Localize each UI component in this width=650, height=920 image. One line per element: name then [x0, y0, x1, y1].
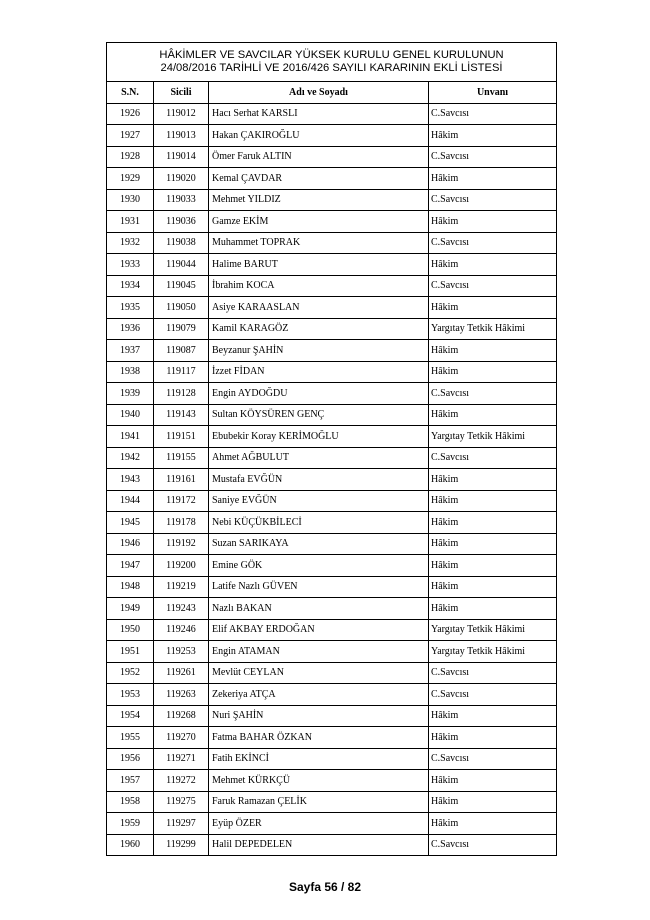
cell-title: C.Savcısı	[429, 834, 557, 856]
page-number: Sayfa 56 / 82	[288, 880, 362, 894]
table-row	[107, 383, 557, 405]
cell-title: Hâkim	[429, 576, 557, 598]
table-row	[107, 813, 557, 835]
cell-sn: 1942	[107, 447, 154, 469]
cell-name: Emine GÖK	[209, 555, 429, 577]
cell-sicil: 119128	[154, 383, 209, 405]
cell-sn: 1943	[107, 469, 154, 491]
cell-sn: 1950	[107, 619, 154, 641]
cell-name: Halil DEPEDELEN	[209, 834, 429, 856]
cell-sicil: 119013	[154, 125, 209, 147]
cell-sn: 1953	[107, 684, 154, 706]
cell-name: Ahmet AĞBULUT	[209, 447, 429, 469]
cell-title: Hâkim	[429, 555, 557, 577]
cell-sn: 1957	[107, 770, 154, 792]
table-title	[107, 43, 557, 82]
cell-sicil: 119263	[154, 684, 209, 706]
cell-sn: 1939	[107, 383, 154, 405]
table-row	[107, 555, 557, 577]
cell-sn: 1937	[107, 340, 154, 362]
table-row	[107, 297, 557, 319]
cell-sn: 1931	[107, 211, 154, 233]
cell-title: Hâkim	[429, 297, 557, 319]
cell-name: Mevlüt CEYLAN	[209, 662, 429, 684]
table-row	[107, 748, 557, 770]
cell-name: Mehmet YILDIZ	[209, 189, 429, 211]
title-line-2: 24/08/2016 TARİHLİ VE 2016/426 SAYILI KARARININ EKLİ LİSTESİ	[160, 62, 503, 74]
cell-sicil: 119219	[154, 576, 209, 598]
cell-name: Mustafa EVĞÜN	[209, 469, 429, 491]
cell-sicil: 119243	[154, 598, 209, 620]
cell-sicil: 119172	[154, 490, 209, 512]
cell-name: İzzet FİDAN	[209, 361, 429, 383]
cell-sn: 1932	[107, 232, 154, 254]
table-row	[107, 490, 557, 512]
col-header-title: Unvanı	[429, 82, 557, 104]
cell-name: Ebubekir Koray KERİMOĞLU	[209, 426, 429, 448]
cell-sicil: 119143	[154, 404, 209, 426]
cell-sn: 1935	[107, 297, 154, 319]
cell-sicil: 119178	[154, 512, 209, 534]
cell-title: Yargıtay Tetkik Hâkimi	[429, 318, 557, 340]
cell-sicil: 119200	[154, 555, 209, 577]
cell-sn: 1955	[107, 727, 154, 749]
cell-name: Elif AKBAY ERDOĞAN	[209, 619, 429, 641]
personnel-list-table	[106, 42, 557, 856]
cell-sn: 1947	[107, 555, 154, 577]
table-row	[107, 533, 557, 555]
cell-title: Hâkim	[429, 211, 557, 233]
table-row	[107, 834, 557, 856]
table-row	[107, 275, 557, 297]
cell-title: Hâkim	[429, 469, 557, 491]
cell-sicil: 119044	[154, 254, 209, 276]
table-row	[107, 576, 557, 598]
cell-sn: 1960	[107, 834, 154, 856]
cell-title: Yargıtay Tetkik Hâkimi	[429, 426, 557, 448]
cell-name: Engin AYDOĞDU	[209, 383, 429, 405]
cell-title: Hâkim	[429, 125, 557, 147]
cell-sicil: 119271	[154, 748, 209, 770]
cell-title: Hâkim	[429, 727, 557, 749]
cell-sicil: 119268	[154, 705, 209, 727]
cell-sicil: 119020	[154, 168, 209, 190]
cell-name: Hacı Serhat KARSLI	[209, 103, 429, 125]
cell-sn: 1933	[107, 254, 154, 276]
cell-sicil: 119033	[154, 189, 209, 211]
cell-title: Hâkim	[429, 705, 557, 727]
cell-sn: 1934	[107, 275, 154, 297]
table-row	[107, 189, 557, 211]
cell-title: C.Savcısı	[429, 146, 557, 168]
cell-sn: 1948	[107, 576, 154, 598]
table-title-row	[107, 43, 557, 82]
table-row	[107, 211, 557, 233]
table-row	[107, 598, 557, 620]
cell-sicil: 119246	[154, 619, 209, 641]
cell-sicil: 119050	[154, 297, 209, 319]
cell-sicil: 119270	[154, 727, 209, 749]
table-row	[107, 340, 557, 362]
col-header-sn: S.N.	[107, 82, 154, 104]
cell-title: Hâkim	[429, 791, 557, 813]
cell-sn: 1946	[107, 533, 154, 555]
cell-name: Eyüp ÖZER	[209, 813, 429, 835]
table-row	[107, 146, 557, 168]
cell-name: Engin ATAMAN	[209, 641, 429, 663]
cell-sicil: 119297	[154, 813, 209, 835]
cell-title: Hâkim	[429, 168, 557, 190]
table-row	[107, 641, 557, 663]
cell-sicil: 119087	[154, 340, 209, 362]
cell-title: Yargıtay Tetkik Hâkimi	[429, 619, 557, 641]
cell-sn: 1952	[107, 662, 154, 684]
table-row	[107, 125, 557, 147]
cell-sicil: 119079	[154, 318, 209, 340]
table-row	[107, 168, 557, 190]
cell-sn: 1940	[107, 404, 154, 426]
cell-name: Ömer Faruk ALTIN	[209, 146, 429, 168]
cell-sicil: 119036	[154, 211, 209, 233]
cell-sicil: 119299	[154, 834, 209, 856]
cell-sn: 1944	[107, 490, 154, 512]
cell-title: Yargıtay Tetkik Hâkimi	[429, 641, 557, 663]
cell-sn: 1927	[107, 125, 154, 147]
cell-title: Hâkim	[429, 490, 557, 512]
cell-title: Hâkim	[429, 361, 557, 383]
cell-sn: 1959	[107, 813, 154, 835]
table-row	[107, 684, 557, 706]
table-row	[107, 426, 557, 448]
cell-title: Hâkim	[429, 813, 557, 835]
cell-name: Fatma BAHAR ÖZKAN	[209, 727, 429, 749]
cell-sicil: 119151	[154, 426, 209, 448]
table-row	[107, 727, 557, 749]
cell-sn: 1954	[107, 705, 154, 727]
table-row	[107, 361, 557, 383]
cell-sn: 1956	[107, 748, 154, 770]
cell-sn: 1929	[107, 168, 154, 190]
cell-title: C.Savcısı	[429, 232, 557, 254]
table-row	[107, 619, 557, 641]
cell-name: Sultan KÖYSÜREN GENÇ	[209, 404, 429, 426]
table-row	[107, 254, 557, 276]
cell-title: C.Savcısı	[429, 662, 557, 684]
cell-sn: 1936	[107, 318, 154, 340]
col-header-name: Adı ve Soyadı	[209, 82, 429, 104]
cell-name: Nazlı BAKAN	[209, 598, 429, 620]
cell-sicil: 119253	[154, 641, 209, 663]
cell-title: Hâkim	[429, 598, 557, 620]
cell-name: Gamze EKİM	[209, 211, 429, 233]
cell-title: Hâkim	[429, 770, 557, 792]
cell-name: İbrahim KOCA	[209, 275, 429, 297]
cell-sicil: 119012	[154, 103, 209, 125]
cell-sn: 1945	[107, 512, 154, 534]
cell-name: Nuri ŞAHİN	[209, 705, 429, 727]
cell-name: Fatih EKİNCİ	[209, 748, 429, 770]
cell-name: Hakan ÇAKIROĞLU	[209, 125, 429, 147]
cell-sicil: 119045	[154, 275, 209, 297]
cell-sicil: 119014	[154, 146, 209, 168]
table-row	[107, 791, 557, 813]
table-row	[107, 662, 557, 684]
cell-title: Hâkim	[429, 404, 557, 426]
cell-title: Hâkim	[429, 512, 557, 534]
cell-title: C.Savcısı	[429, 189, 557, 211]
cell-name: Saniye EVĞÜN	[209, 490, 429, 512]
cell-title: C.Savcısı	[429, 383, 557, 405]
table-body	[107, 103, 557, 856]
table-row	[107, 770, 557, 792]
table-row	[107, 447, 557, 469]
cell-name: Mehmet KÜRKÇÜ	[209, 770, 429, 792]
cell-sn: 1928	[107, 146, 154, 168]
cell-name: Kemal ÇAVDAR	[209, 168, 429, 190]
cell-sicil: 119161	[154, 469, 209, 491]
cell-sicil: 119272	[154, 770, 209, 792]
cell-name: Asiye KARAASLAN	[209, 297, 429, 319]
cell-title: Hâkim	[429, 340, 557, 362]
cell-sn: 1958	[107, 791, 154, 813]
cell-title: C.Savcısı	[429, 103, 557, 125]
cell-title: C.Savcısı	[429, 447, 557, 469]
cell-name: Muhammet TOPRAK	[209, 232, 429, 254]
cell-name: Suzan SARIKAYA	[209, 533, 429, 555]
cell-sicil: 119275	[154, 791, 209, 813]
cell-name: Beyzanur ŞAHİN	[209, 340, 429, 362]
cell-title: C.Savcısı	[429, 748, 557, 770]
cell-name: Nebi KÜÇÜKBİLECİ	[209, 512, 429, 534]
table-row	[107, 469, 557, 491]
title-line-1: HÂKİMLER VE SAVCILAR YÜKSEK KURULU GENEL KURULUNUN	[159, 49, 504, 61]
table-row	[107, 232, 557, 254]
cell-title: C.Savcısı	[429, 275, 557, 297]
cell-name: Faruk Ramazan ÇELİK	[209, 791, 429, 813]
cell-sicil: 119038	[154, 232, 209, 254]
cell-name: Latife Nazlı GÜVEN	[209, 576, 429, 598]
column-header-row	[107, 82, 557, 104]
cell-name: Kamil KARAGÖZ	[209, 318, 429, 340]
table-row	[107, 512, 557, 534]
table-row	[107, 705, 557, 727]
cell-sn: 1926	[107, 103, 154, 125]
col-header-sicil: Sicili	[154, 82, 209, 104]
cell-title: C.Savcısı	[429, 684, 557, 706]
table-row	[107, 318, 557, 340]
cell-title: Hâkim	[429, 254, 557, 276]
cell-sicil: 119192	[154, 533, 209, 555]
cell-name: Halime BARUT	[209, 254, 429, 276]
table-row	[107, 103, 557, 125]
cell-sicil: 119261	[154, 662, 209, 684]
table-row	[107, 404, 557, 426]
cell-sn: 1930	[107, 189, 154, 211]
cell-sicil: 119155	[154, 447, 209, 469]
cell-sn: 1941	[107, 426, 154, 448]
cell-title: Hâkim	[429, 533, 557, 555]
cell-name: Zekeriya ATÇA	[209, 684, 429, 706]
cell-sn: 1949	[107, 598, 154, 620]
cell-sn: 1951	[107, 641, 154, 663]
cell-sicil: 119117	[154, 361, 209, 383]
cell-sn: 1938	[107, 361, 154, 383]
